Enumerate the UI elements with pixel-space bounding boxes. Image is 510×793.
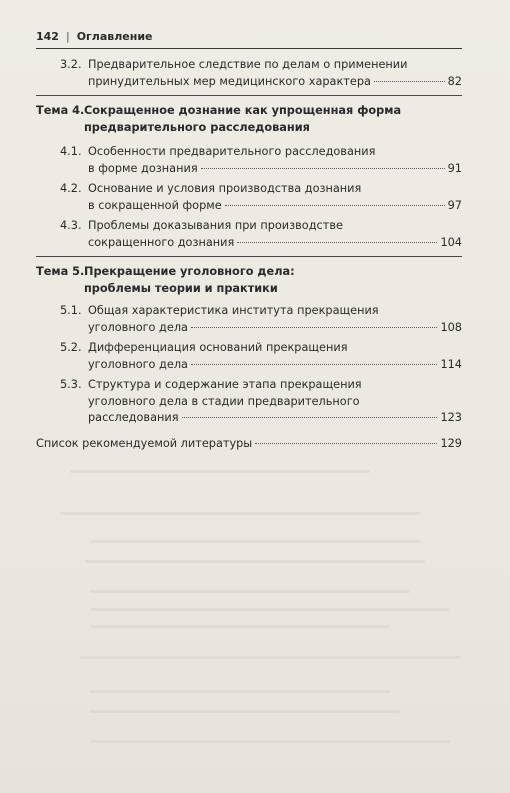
entry-code: 4.2. — [60, 182, 82, 195]
theme-title-line: Сокращенное дознание как упрощенная форма — [84, 104, 402, 117]
entry-code: 5.3. — [60, 378, 82, 391]
entry-line: Особенности предварительного расследования — [88, 145, 376, 158]
page-number: 142 — [36, 30, 59, 43]
entry-line: Дифференциация оснований прекращения — [88, 341, 348, 354]
section-rule — [36, 95, 462, 96]
header-rule — [36, 48, 462, 49]
header-separator: | — [65, 30, 70, 43]
entry-code: 5.2. — [60, 341, 82, 354]
entry-page: 114 — [440, 357, 462, 371]
entry-page: 123 — [440, 411, 462, 424]
entry-line: Основание и условия производства дознания — [88, 182, 362, 195]
section-rule — [36, 256, 462, 257]
entry-page: 108 — [440, 320, 462, 334]
bibliography-label: Список рекомендуемой литературы — [36, 437, 253, 450]
entry-code: 4.3. — [60, 219, 82, 232]
dot-leader — [201, 168, 445, 169]
toc-entry — [60, 303, 462, 337]
entry-line: сокращенного дознания — [88, 235, 235, 249]
entry-page: 129 — [440, 437, 462, 450]
entry-page: 91 — [447, 161, 462, 175]
entry-code: 4.1. — [60, 145, 82, 158]
toc-entry — [60, 144, 462, 178]
theme-title-line: Прекращение уголовного дела: — [84, 265, 295, 278]
toc-entry — [60, 218, 462, 252]
dot-leader — [191, 327, 437, 328]
theme-heading — [36, 103, 416, 137]
entry-line: Проблемы доказывания при производстве — [88, 219, 343, 232]
entry-line: уголовного дела в стадии предварительного — [88, 394, 360, 408]
entry-line: уголовного дела — [88, 320, 188, 334]
toc-entry-bibliography — [36, 436, 462, 454]
running-header — [36, 30, 462, 43]
entry-line: Предварительное следствие по делам о применении — [88, 58, 408, 71]
toc-entry — [60, 340, 462, 374]
toc-entry — [60, 181, 462, 215]
entry-line: Общая характеристика института прекращения — [88, 304, 379, 317]
dot-leader — [237, 242, 437, 243]
theme-label: Тема 4. — [36, 104, 85, 117]
dot-leader — [374, 81, 445, 82]
entry-line: принудительных мер медицинского характера — [88, 74, 371, 88]
theme-heading — [36, 264, 416, 298]
header-title: Оглавление — [76, 30, 153, 43]
entry-page: 104 — [440, 235, 462, 249]
theme-label: Тема 5. — [36, 265, 85, 278]
entry-page: 82 — [447, 74, 462, 88]
entry-line: Структура и содержание этапа прекращения — [88, 378, 362, 391]
entry-code: 3.2. — [60, 58, 82, 71]
dot-leader — [225, 205, 445, 206]
theme-title-line: проблемы теории и практики — [84, 281, 278, 295]
entry-page: 97 — [447, 198, 462, 212]
dot-leader — [182, 417, 438, 418]
entry-line: уголовного дела — [88, 357, 188, 371]
toc-entry — [60, 377, 462, 429]
entry-code: 5.1. — [60, 304, 82, 317]
entry-line: в сокращенной форме — [88, 198, 222, 212]
entry-line: в форме дознания — [88, 161, 198, 175]
theme-title-line: предварительного расследования — [84, 120, 310, 134]
dot-leader — [255, 443, 437, 444]
toc-entry — [60, 57, 462, 91]
entry-line: расследования — [88, 411, 179, 424]
dot-leader — [191, 364, 437, 365]
